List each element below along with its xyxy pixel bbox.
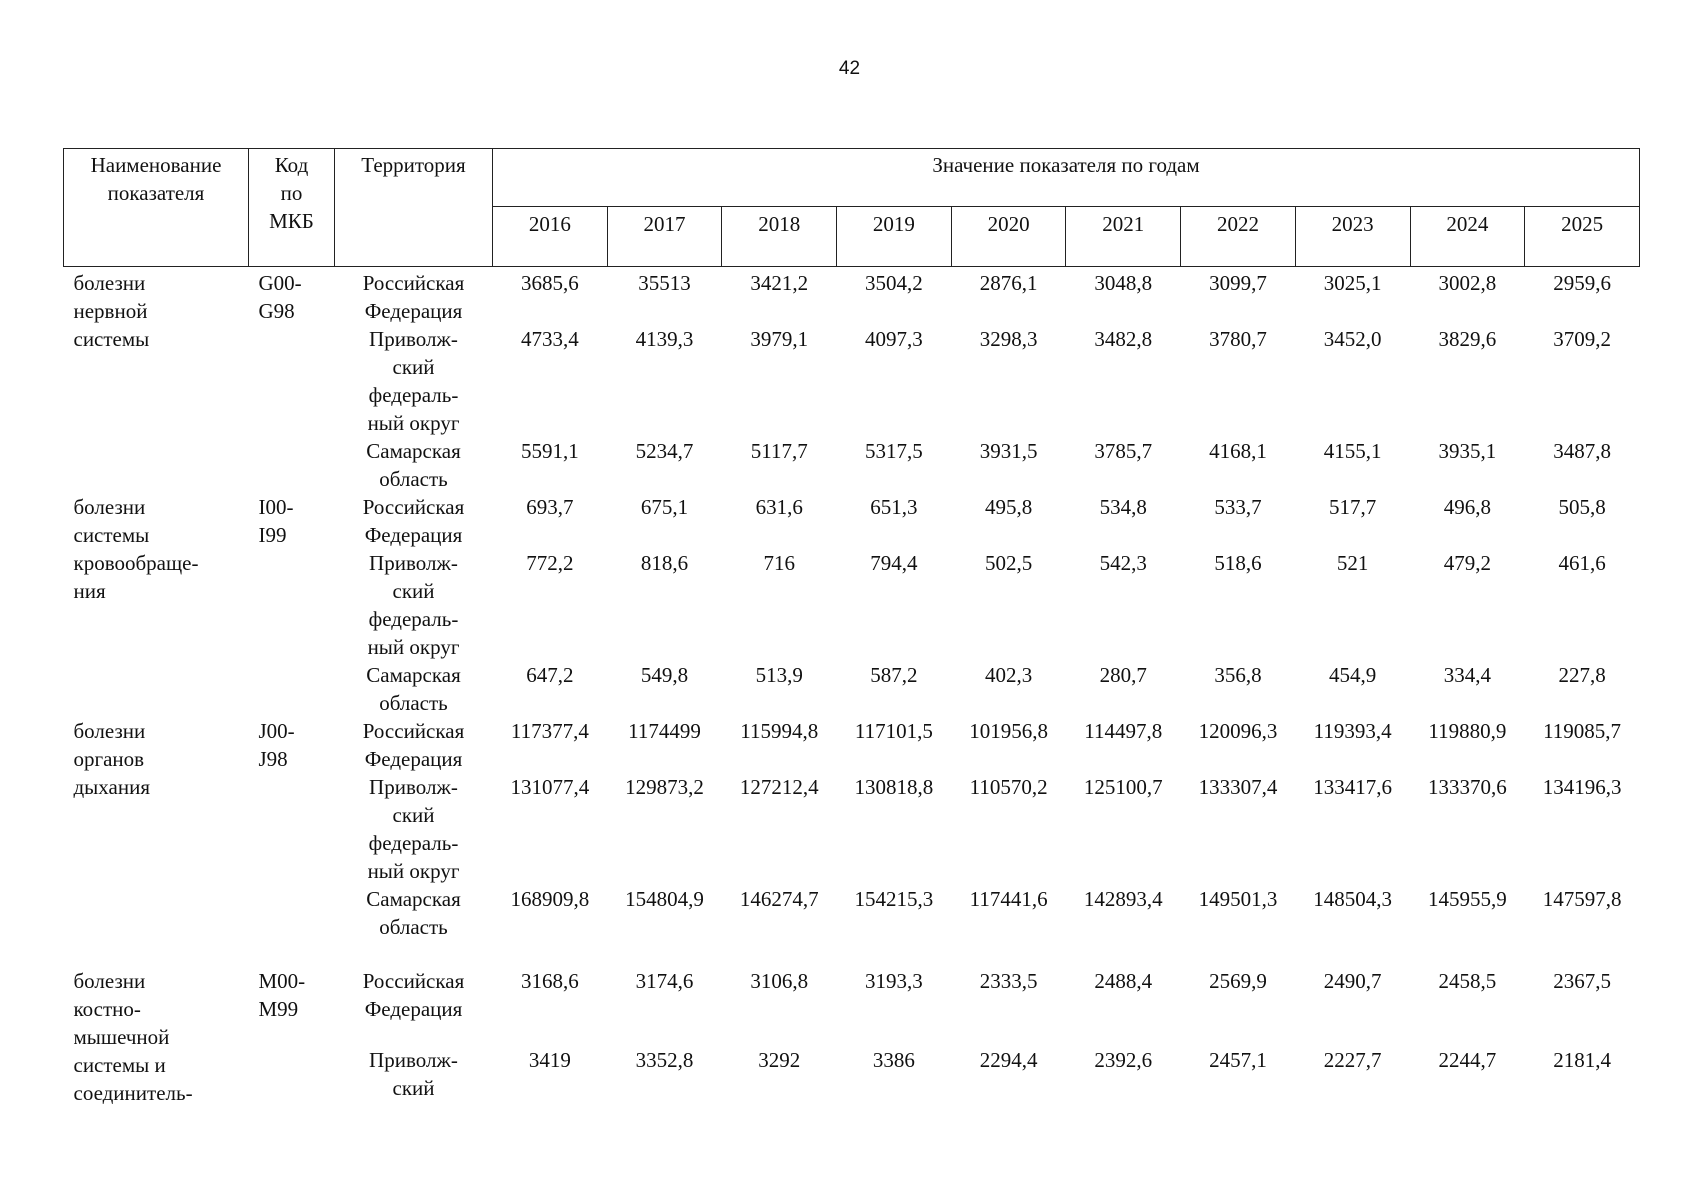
icd-code-line: G98 <box>258 299 295 323</box>
value-cell: 2227,7 <box>1323 1048 1382 1073</box>
header-year: 2016 <box>493 207 608 267</box>
value-cell: 3193,3 <box>865 969 923 993</box>
value-cell: 110570,2 <box>969 775 1048 799</box>
value-cell: 5117,7 <box>750 439 808 463</box>
value-cell: 119880,9 <box>1428 719 1507 743</box>
value-cell: 2569,9 <box>1209 969 1267 993</box>
header-year: 2023 <box>1295 207 1410 267</box>
page-number: 42 <box>838 58 861 79</box>
territory-cell <box>335 885 493 941</box>
value-cell: 675,1 <box>640 495 689 519</box>
indicator-name-line: нервной <box>73 299 148 323</box>
indicator-name-line: соединитель- <box>73 1081 193 1105</box>
indicator-name-line: мышечной <box>73 1025 170 1049</box>
indicator-name-cell <box>64 941 249 1107</box>
territory-cell <box>335 549 493 661</box>
territory-line: Российская <box>362 969 465 993</box>
header-year: 2025 <box>1525 207 1640 267</box>
value-cell: 521 <box>1336 551 1369 575</box>
territory-line: Российская <box>362 719 465 743</box>
table-header <box>64 149 1640 267</box>
header-years-title: Значение показателя по годам <box>493 149 1640 207</box>
indicator-name-line: болезни <box>73 969 146 993</box>
icd-code-line: J98 <box>258 747 288 771</box>
indicator-name-line: системы <box>73 523 150 547</box>
value-cell: 280,7 <box>1099 663 1147 687</box>
value-cell: 134196,3 <box>1542 775 1622 799</box>
value-cell: 772,2 <box>526 551 574 575</box>
value-cell: 4733,4 <box>520 327 579 351</box>
value-cell: 3452,0 <box>1323 327 1382 351</box>
indicators-table <box>63 148 1640 1107</box>
value-cell: 149501,3 <box>1198 887 1278 911</box>
territory-line: область <box>379 691 448 715</box>
territory-line: Приволж- <box>369 551 458 575</box>
value-cell: 651,3 <box>870 495 918 519</box>
value-cell: 454,9 <box>1329 663 1377 687</box>
header-year: 2020 <box>951 207 1066 267</box>
value-cell: 647,2 <box>526 663 574 687</box>
header-year: 2021 <box>1066 207 1181 267</box>
value-cell: 5234,7 <box>635 439 694 463</box>
value-cell: 117441,6 <box>969 887 1048 911</box>
value-cell: 115994,8 <box>740 719 819 743</box>
header-year: 2019 <box>837 207 952 267</box>
value-cell: 479,2 <box>1443 551 1491 575</box>
header-code-line: по <box>280 181 303 205</box>
value-cell: 3174,6 <box>635 969 694 993</box>
value-cell: 154215,3 <box>854 887 934 911</box>
value-cell: 3979,1 <box>750 327 809 351</box>
value-cell: 631,6 <box>755 495 803 519</box>
value-cell: 114497,8 <box>1084 719 1163 743</box>
icd-code-line: G00- <box>258 271 302 295</box>
value-cell: 2457,1 <box>1209 1048 1267 1073</box>
territory-line: федераль- <box>368 383 459 407</box>
value-cell: 716 <box>763 551 795 575</box>
value-cell: 4168,1 <box>1209 439 1267 463</box>
territory-cell <box>335 661 493 717</box>
value-cell: 130818,8 <box>854 775 934 799</box>
territory-line: ный округ <box>367 635 460 659</box>
territory-line: ский <box>392 355 435 379</box>
territory-cell <box>335 773 493 885</box>
value-cell: 2181,4 <box>1553 1048 1611 1073</box>
territory-line: Приволж- <box>369 775 458 799</box>
territory-cell <box>335 1028 493 1107</box>
territory-line: ский <box>392 803 435 827</box>
territory-cell <box>335 717 493 773</box>
territory-cell <box>335 941 493 1028</box>
header-code-line: МКБ <box>269 209 314 233</box>
value-cell: 129873,2 <box>625 775 704 799</box>
value-cell: 168909,8 <box>510 887 590 911</box>
table-row <box>64 493 1640 549</box>
territory-line: федераль- <box>368 831 459 855</box>
icd-code-line: I00- <box>258 495 294 519</box>
territory-line: ный округ <box>367 411 460 435</box>
value-cell: 2876,1 <box>979 271 1038 295</box>
value-cell: 3829,6 <box>1438 327 1497 351</box>
indicator-name-line: костно- <box>73 997 141 1021</box>
value-cell: 549,8 <box>640 663 689 687</box>
territory-line: Российская <box>362 495 465 519</box>
value-cell: 2367,5 <box>1553 969 1611 993</box>
value-cell: 3482,8 <box>1094 327 1153 351</box>
territory-line: Самарская <box>366 439 461 463</box>
value-cell: 3106,8 <box>750 969 809 993</box>
value-cell: 518,6 <box>1214 551 1262 575</box>
value-cell: 117377,4 <box>510 719 589 743</box>
indicator-name-cell <box>64 267 249 494</box>
value-cell: 5591,1 <box>520 439 579 463</box>
value-cell: 693,7 <box>526 495 574 519</box>
value-cell: 2458,5 <box>1438 969 1497 993</box>
territory-line: Приволж- <box>369 327 458 351</box>
value-cell: 2333,5 <box>979 969 1038 993</box>
value-cell: 119085,7 <box>1543 719 1622 743</box>
indicator-name-line: ния <box>73 579 106 603</box>
value-cell: 356,8 <box>1214 663 1262 687</box>
icd-code-line: I99 <box>258 523 287 547</box>
indicator-name-cell <box>64 717 249 941</box>
value-cell: 3935,1 <box>1438 439 1497 463</box>
value-cell: 502,5 <box>984 551 1033 575</box>
value-cell: 4155,1 <box>1323 439 1382 463</box>
value-cell: 125100,7 <box>1083 775 1163 799</box>
value-cell: 533,7 <box>1214 495 1262 519</box>
header-year: 2017 <box>607 207 722 267</box>
value-cell: 818,6 <box>640 551 689 575</box>
icd-code-cell <box>249 941 335 1107</box>
header-year: 2022 <box>1181 207 1296 267</box>
value-cell: 496,8 <box>1443 495 1491 519</box>
value-cell: 154804,9 <box>625 887 704 911</box>
value-cell: 3298,3 <box>979 327 1038 351</box>
value-cell: 133417,6 <box>1313 775 1393 799</box>
value-cell: 3419 <box>528 1048 571 1073</box>
value-cell: 3292 <box>758 1048 801 1073</box>
value-cell: 4139,3 <box>635 327 694 351</box>
value-cell: 1174499 <box>628 719 701 743</box>
value-cell: 145955,9 <box>1427 887 1507 911</box>
territory-cell <box>335 325 493 437</box>
table-row <box>64 267 1640 326</box>
icd-code-line: M00- <box>258 969 306 993</box>
value-cell: 3421,2 <box>750 271 809 295</box>
value-cell: 587,2 <box>870 663 918 687</box>
value-cell: 2294,4 <box>979 1048 1038 1073</box>
table-row <box>64 717 1640 773</box>
value-cell: 142893,4 <box>1083 887 1163 911</box>
value-cell: 5317,5 <box>865 439 923 463</box>
value-cell: 4097,3 <box>865 327 923 351</box>
value-cell: 3780,7 <box>1209 327 1267 351</box>
value-cell: 3025,1 <box>1323 271 1382 295</box>
value-cell: 517,7 <box>1329 495 1377 519</box>
value-cell: 461,6 <box>1558 551 1606 575</box>
icd-code-cell <box>249 493 335 717</box>
value-cell: 227,8 <box>1558 663 1606 687</box>
indicator-name-line: органов <box>73 747 145 771</box>
territory-line: Российская <box>362 271 465 295</box>
icd-code-line: M99 <box>258 997 299 1021</box>
value-cell: 146274,7 <box>739 887 819 911</box>
value-cell: 119393,4 <box>1313 719 1392 743</box>
value-cell: 117101,5 <box>854 719 933 743</box>
value-cell: 505,8 <box>1558 495 1606 519</box>
value-cell: 2244,7 <box>1438 1048 1497 1073</box>
value-cell: 3386 <box>872 1048 915 1073</box>
value-cell: 3002,8 <box>1438 271 1497 295</box>
territory-line: Федерация <box>364 747 463 771</box>
value-cell: 127212,4 <box>739 775 819 799</box>
territory-cell <box>335 437 493 493</box>
value-cell: 402,3 <box>984 663 1033 687</box>
territory-line: область <box>379 915 448 939</box>
icd-code-cell <box>249 717 335 941</box>
table-body <box>64 267 1640 1108</box>
header-year: 2018 <box>722 207 837 267</box>
value-cell: 133307,4 <box>1198 775 1278 799</box>
value-cell: 101956,8 <box>969 719 1048 743</box>
value-cell: 148504,3 <box>1313 887 1393 911</box>
value-cell: 513,9 <box>755 663 803 687</box>
value-cell: 131077,4 <box>510 775 590 799</box>
header-territory: Территория <box>335 149 493 267</box>
value-cell: 2490,7 <box>1323 969 1382 993</box>
value-cell: 2959,6 <box>1553 271 1611 295</box>
value-cell: 147597,8 <box>1542 887 1622 911</box>
territory-line: Приволж- <box>369 1048 458 1073</box>
value-cell: 2488,4 <box>1094 969 1153 993</box>
value-cell: 3685,6 <box>520 271 579 295</box>
value-cell: 3352,8 <box>635 1048 694 1073</box>
value-cell: 534,8 <box>1099 495 1147 519</box>
header-code-line: Код <box>274 153 309 177</box>
value-cell: 3709,2 <box>1553 327 1611 351</box>
value-cell: 3048,8 <box>1094 271 1153 295</box>
value-cell: 2392,6 <box>1094 1048 1153 1073</box>
value-cell: 3785,7 <box>1094 439 1153 463</box>
table-row <box>64 941 1640 1028</box>
header-indicator: Наименование показателя <box>64 149 249 267</box>
indicator-name-line: системы и <box>73 1053 166 1077</box>
value-cell: 542,3 <box>1099 551 1147 575</box>
value-cell: 133370,6 <box>1427 775 1507 799</box>
territory-line: ский <box>392 579 435 603</box>
territory-line: ский <box>392 1076 435 1101</box>
territory-cell <box>335 267 493 326</box>
territory-line: область <box>379 467 448 491</box>
territory-cell <box>335 493 493 549</box>
territory-line: федераль- <box>368 607 459 631</box>
value-cell: 3168,6 <box>520 969 579 993</box>
territory-line: Федерация <box>364 523 463 547</box>
value-cell: 3099,7 <box>1209 271 1267 295</box>
indicator-name-line: системы <box>73 327 150 351</box>
value-cell: 35513 <box>638 271 691 295</box>
indicator-name-line: болезни <box>73 495 146 519</box>
value-cell: 3487,8 <box>1553 439 1611 463</box>
value-cell: 3504,2 <box>865 271 923 295</box>
indicator-name-cell <box>64 493 249 717</box>
icd-code-cell <box>249 267 335 494</box>
territory-line: Федерация <box>364 997 463 1021</box>
indicator-name-line: болезни <box>73 271 146 295</box>
value-cell: 334,4 <box>1443 663 1491 687</box>
value-cell: 794,4 <box>870 551 918 575</box>
header-code <box>249 149 335 267</box>
indicator-name-line: кровообраще- <box>73 551 199 575</box>
territory-line: Самарская <box>366 887 461 911</box>
icd-code-line: J00- <box>258 719 295 743</box>
territory-line: ный округ <box>367 859 460 883</box>
value-cell: 3931,5 <box>979 439 1038 463</box>
territory-line: Федерация <box>364 299 463 323</box>
indicator-name-line: болезни <box>73 719 146 743</box>
header-year: 2024 <box>1410 207 1525 267</box>
territory-line: Самарская <box>366 663 461 687</box>
indicator-name-line: дыхания <box>73 775 150 799</box>
value-cell: 120096,3 <box>1198 719 1278 743</box>
value-cell: 495,8 <box>984 495 1033 519</box>
